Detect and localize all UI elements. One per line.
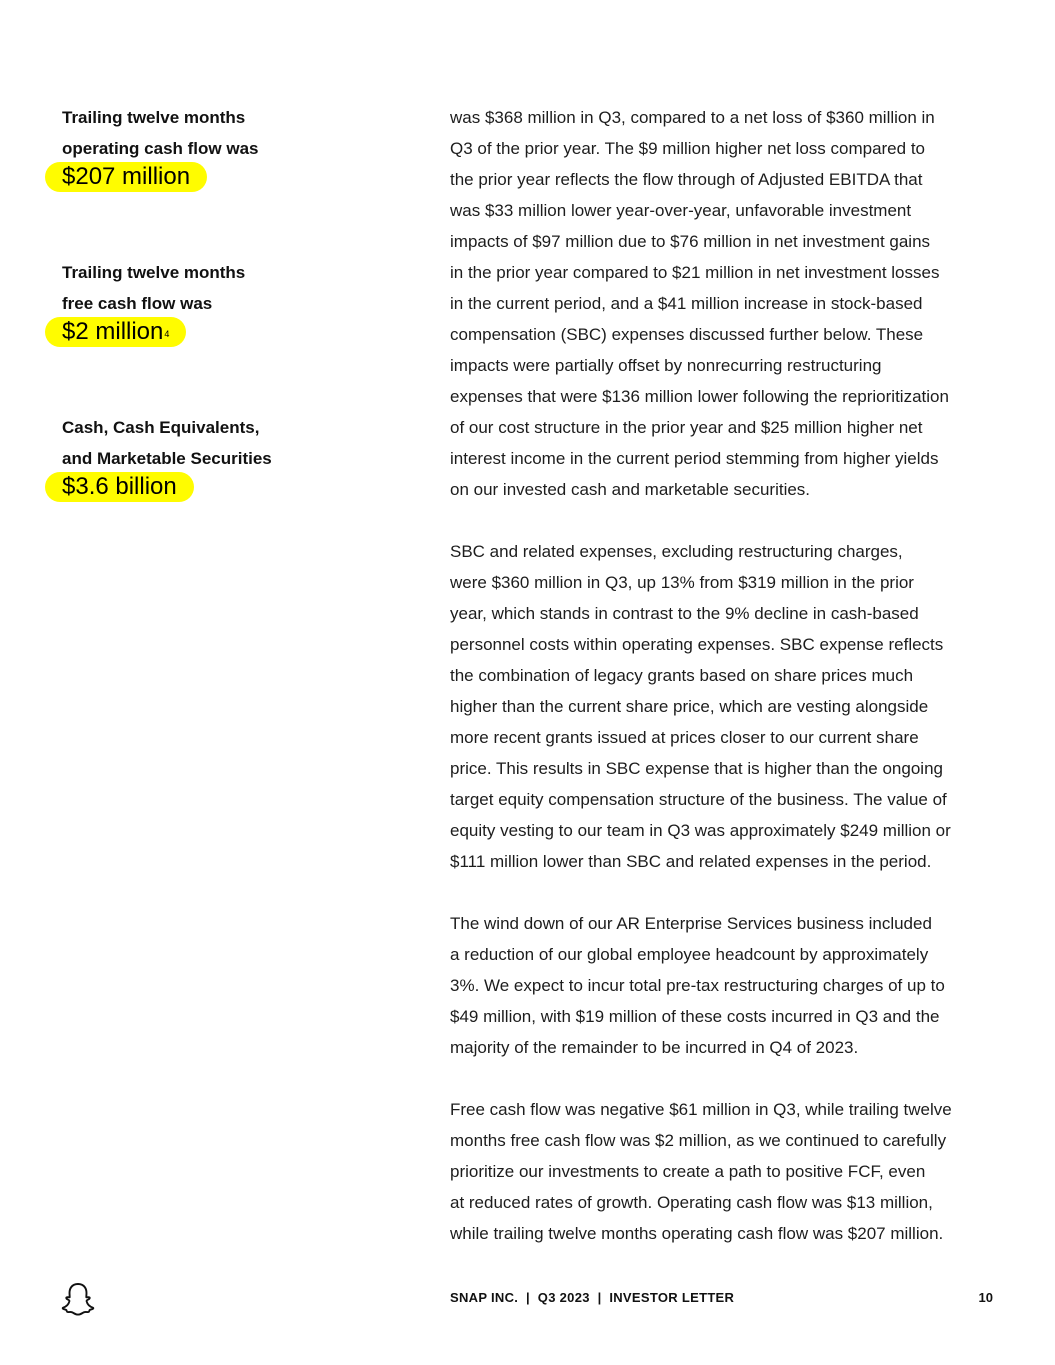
- callout-label-line: Trailing twelve months: [62, 108, 246, 127]
- text-line: impacts were partially offset by nonrecurring restructuring: [450, 356, 882, 375]
- text-line: the prior year reflects the flow through of Adjusted EBITDA that: [450, 170, 923, 189]
- callout-cash-and-securities: [62, 412, 392, 502]
- callout-value: $2 million: [62, 318, 164, 345]
- paragraph-net-loss: [450, 102, 1010, 505]
- callout-value-highlight: [45, 162, 207, 192]
- text-line: target equity compensation structure of the business. The value of: [450, 790, 947, 809]
- text-line: Free cash flow was negative $61 million in Q3, while trailing twelve: [450, 1100, 952, 1119]
- callout-label: [62, 257, 392, 319]
- callout-label-line: and Marketable Securities: [62, 449, 272, 468]
- text-line: SBC and related expenses, excluding restructuring charges,: [450, 542, 903, 561]
- footnote-marker: 4: [164, 329, 170, 339]
- text-line: on our invested cash and marketable securities.: [450, 480, 811, 499]
- text-line: expenses that were $136 million lower following the reprioritization: [450, 387, 949, 406]
- text-line: personnel costs within operating expenses. SBC expense reflects: [450, 635, 944, 654]
- text-line: more recent grants issued at prices closer to our current share: [450, 728, 919, 747]
- text-line: was $33 million lower year-over-year, unfavorable investment: [450, 201, 912, 220]
- text-line: in the prior year compared to $21 million in net investment losses: [450, 263, 940, 282]
- text-line: $49 million, with $19 million of these costs incurred in Q3 and the: [450, 1007, 940, 1026]
- text-line: price. This results in SBC expense that is higher than the ongoing: [450, 759, 943, 778]
- text-line: prioritize our investments to create a path to positive FCF, even: [450, 1162, 926, 1181]
- callout-free-cash-flow: [62, 257, 392, 347]
- paragraph-free-cash-flow: [450, 1094, 1010, 1249]
- text-line: the combination of legacy grants based on share prices much: [450, 666, 914, 685]
- text-line: was $368 million in Q3, compared to a net loss of $360 million in: [450, 108, 935, 127]
- text-line: compensation (SBC) expenses discussed further below. These: [450, 325, 924, 344]
- text-line: equity vesting to our team in Q3 was approximately $249 million or: [450, 821, 951, 840]
- text-line: months free cash flow was $2 million, as we continued to carefully: [450, 1131, 947, 1150]
- text-line: while trailing twelve months operating cash flow was $207 million.: [450, 1224, 944, 1243]
- text-line: interest income in the current period stemming from higher yields: [450, 449, 939, 468]
- callout-operating-cash-flow: [62, 102, 392, 192]
- text-line: Q3 of the prior year. The $9 million higher net loss compared to: [450, 139, 925, 158]
- text-line: The wind down of our AR Enterprise Services business included: [450, 914, 932, 933]
- footer-document-title: SNAP INC. | Q3 2023 | INVESTOR LETTER: [450, 1290, 735, 1305]
- text-line: at reduced rates of growth. Operating cash flow was $13 million,: [450, 1193, 933, 1212]
- text-line: 3%. We expect to incur total pre-tax restructuring charges of up to: [450, 976, 945, 995]
- callout-label: [62, 412, 392, 474]
- text-line: higher than the current share price, which are vesting alongside: [450, 697, 929, 716]
- text-line: year, which stands in contrast to the 9% decline in cash-based: [450, 604, 919, 623]
- paragraph-sbc: [450, 536, 1010, 877]
- callout-value: $207 million: [62, 163, 191, 190]
- callout-label-line: Cash, Cash Equivalents,: [62, 418, 260, 437]
- paragraph-restructuring: [450, 908, 1010, 1063]
- text-line: of our cost structure in the prior year and $25 million higher net: [450, 418, 923, 437]
- text-line: a reduction of our global employee headcount by approximately: [450, 945, 929, 964]
- callout-value: $3.6 billion: [62, 473, 177, 500]
- text-line: were $360 million in Q3, up 13% from $319 million in the prior: [450, 573, 914, 592]
- text-line: majority of the remainder to be incurred in Q4 of 2023.: [450, 1038, 859, 1057]
- text-line: $111 million lower than SBC and related expenses in the period.: [450, 852, 932, 871]
- callout-label: [62, 102, 392, 164]
- callout-label-line: free cash flow was: [62, 294, 213, 313]
- callout-value-highlight: [45, 317, 186, 347]
- text-line: impacts of $97 million due to $76 million in net investment gains: [450, 232, 931, 251]
- page-number: 10: [978, 1290, 993, 1305]
- callout-label-line: operating cash flow was: [62, 139, 259, 158]
- callout-label-line: Trailing twelve months: [62, 263, 246, 282]
- callout-value-highlight: [45, 472, 194, 502]
- text-line: in the current period, and a $41 million increase in stock-based: [450, 294, 923, 313]
- body-text: [450, 102, 1010, 1280]
- snapchat-ghost-icon: [60, 1282, 96, 1316]
